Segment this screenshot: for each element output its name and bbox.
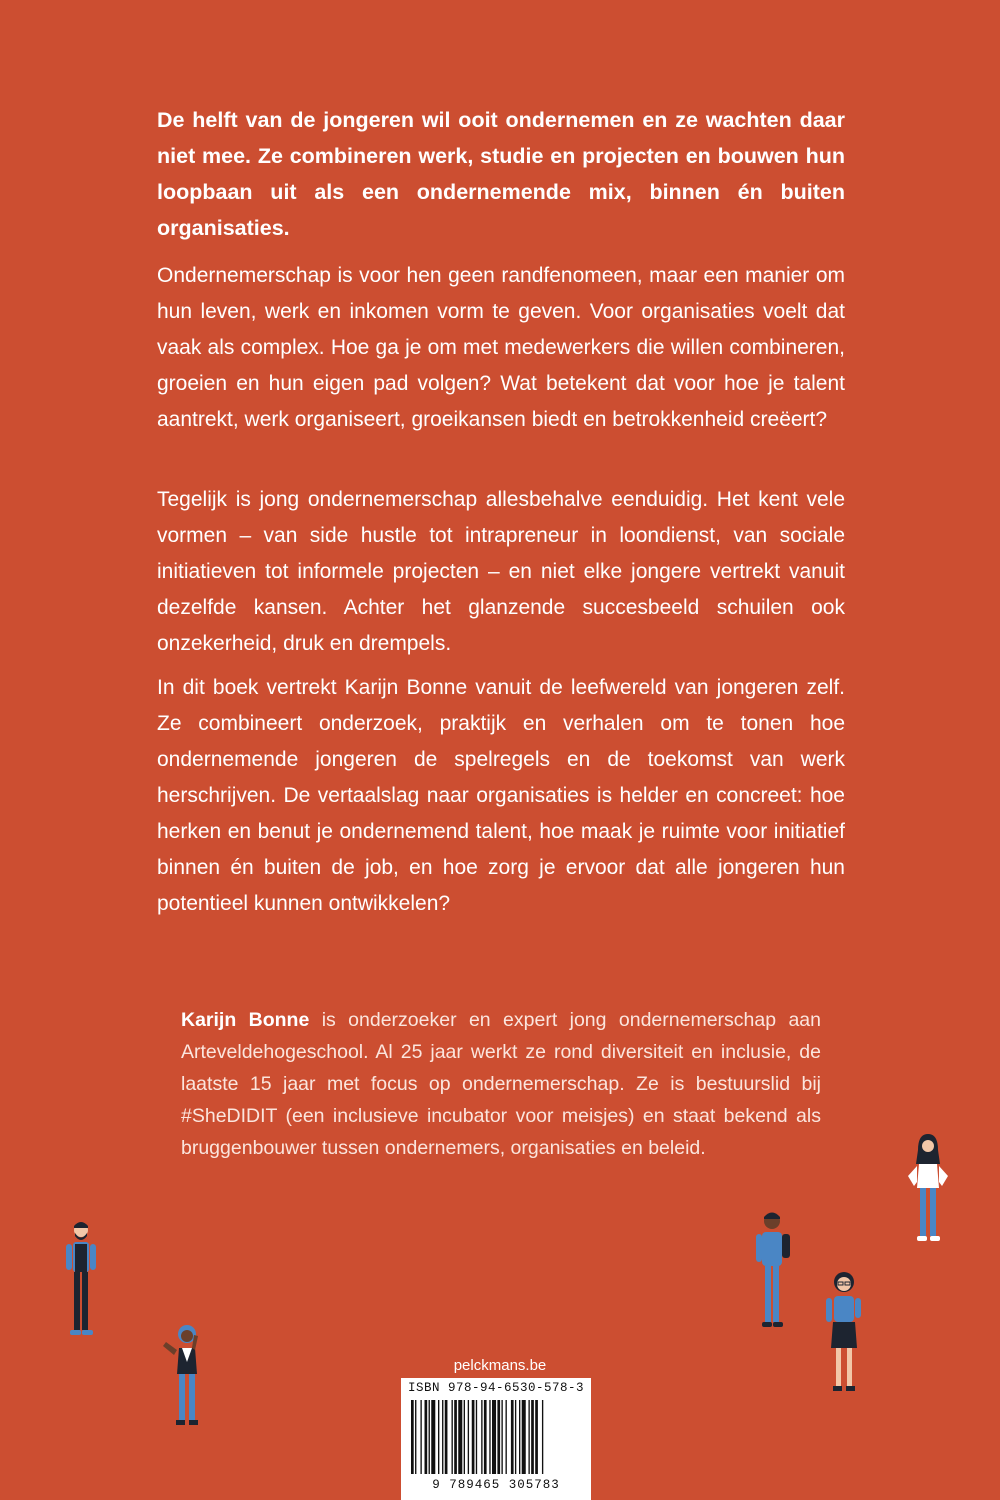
barcode-bar bbox=[454, 1400, 457, 1474]
barcode-bar bbox=[420, 1400, 421, 1474]
barcode-bar bbox=[528, 1400, 529, 1474]
barcode-bar bbox=[411, 1400, 414, 1474]
barcode-bar bbox=[515, 1400, 516, 1474]
body-paragraph-3: In dit boek vertrekt Karijn Bonne vanuit de leefwereld van jongeren zelf. Ze combineert onderzoek, praktijk en verhalen om te tonen hoe ondernemende jongeren de spelregels en de toekomst van werk herschrijven. De vertaalslag naar organisaties is helder en concreet: hoe herken en benut je ondernemend talent, hoe maak je ruimte voor initiatief binnen én buiten de job, en hoe zorg je ervoor dat alle jongeren hun potentieel kunnen ontwikkelen? bbox=[157, 676, 845, 915]
author-name: Karijn Bonne bbox=[181, 1009, 310, 1031]
author-bio bbox=[181, 1004, 821, 1164]
publisher-website: pelckmans.be bbox=[453, 1357, 547, 1374]
barcode-bar bbox=[484, 1400, 487, 1474]
isbn-barcode bbox=[401, 1378, 591, 1500]
barcode-bars bbox=[411, 1400, 581, 1478]
barcode-bar bbox=[438, 1400, 439, 1474]
barcode-bar bbox=[415, 1400, 416, 1474]
barcode-bar bbox=[445, 1400, 448, 1474]
barcode-bar bbox=[506, 1400, 507, 1474]
barcode-bar bbox=[497, 1400, 500, 1474]
woman-on-phone-figure bbox=[160, 1322, 212, 1432]
barcode-bar bbox=[425, 1400, 428, 1474]
man-with-beard-figure bbox=[58, 1218, 104, 1344]
author-bio-text: is onderzoeker en expert jong ondernemerschap aan Arteveldehogeschool. Al 25 jaar werkt ze rond diversiteit en inclusie, de laatste 15 jaar met focus op ondernemerschap. Ze is bestuurslid bij #SheDIDIT (een inclusieve incubator voor meisjes) en staat bekend als bruggenbouwer tussen ondernemers, organisaties en beleid. bbox=[181, 1009, 821, 1159]
barcode-bar bbox=[472, 1400, 475, 1474]
barcode-bar bbox=[542, 1400, 543, 1474]
barcode-bar bbox=[519, 1400, 520, 1474]
intro-paragraph: De helft van de jongeren wil ooit ondernemen en ze wachten daar niet mee. Ze combineren werk, studie en projecten en bouwen hun loopbaan uit als een ondernemende mix, binnen én buiten organisaties. bbox=[157, 108, 845, 240]
barcode-bar bbox=[442, 1400, 443, 1474]
barcode-bar bbox=[492, 1400, 496, 1474]
barcode-bar bbox=[458, 1400, 462, 1474]
barcode-bar bbox=[501, 1400, 502, 1474]
barcode-bar bbox=[535, 1400, 538, 1474]
barcode-bar bbox=[468, 1400, 469, 1474]
barcode-bar bbox=[489, 1400, 490, 1474]
body-paragraph-1: Ondernemerschap is voor hen geen randfenomeen, maar een manier om hun leven, werk en inkomen vorm te geven. Voor organisaties voelt dat vaak als complex. Hoe ga je om met medewerkers die willen combineren, groeien en hun eigen pad volgen? Wat betekent dat voor hoe je talent aantrekt, werk organiseert, groeikansen biedt en betrokkenheid creëert? bbox=[157, 264, 845, 431]
isbn-label: ISBN 978-94-6530-578-3 bbox=[407, 1381, 585, 1395]
barcode-bar bbox=[522, 1400, 526, 1474]
barcode-bar bbox=[452, 1400, 453, 1474]
barcode-bar bbox=[531, 1400, 534, 1474]
barcode-digits: 9 789465 305783 bbox=[432, 1478, 560, 1492]
barcode-bar bbox=[429, 1400, 430, 1474]
woman-with-glasses-figure bbox=[818, 1268, 870, 1400]
man-with-backpack-figure bbox=[748, 1208, 796, 1334]
barcode-bar bbox=[476, 1400, 477, 1474]
barcode-bar bbox=[511, 1400, 514, 1474]
barcode-bar bbox=[481, 1400, 482, 1474]
barcode-bar bbox=[464, 1400, 465, 1474]
barcode-bar bbox=[431, 1400, 435, 1474]
body-paragraph-2: Tegelijk is jong ondernemerschap allesbehalve eenduidig. Het kent vele vormen – van side hustle tot intrapreneur in loondienst, van sociale initiatieven tot informele projecten – en niet elke jongere vertrekt vanuit dezelfde kansen. Achter het glanzende succesbeeld schuilen ook onzekerheid, druk en drempels. bbox=[157, 488, 845, 655]
woman-with-headscarf-figure bbox=[902, 1130, 954, 1252]
